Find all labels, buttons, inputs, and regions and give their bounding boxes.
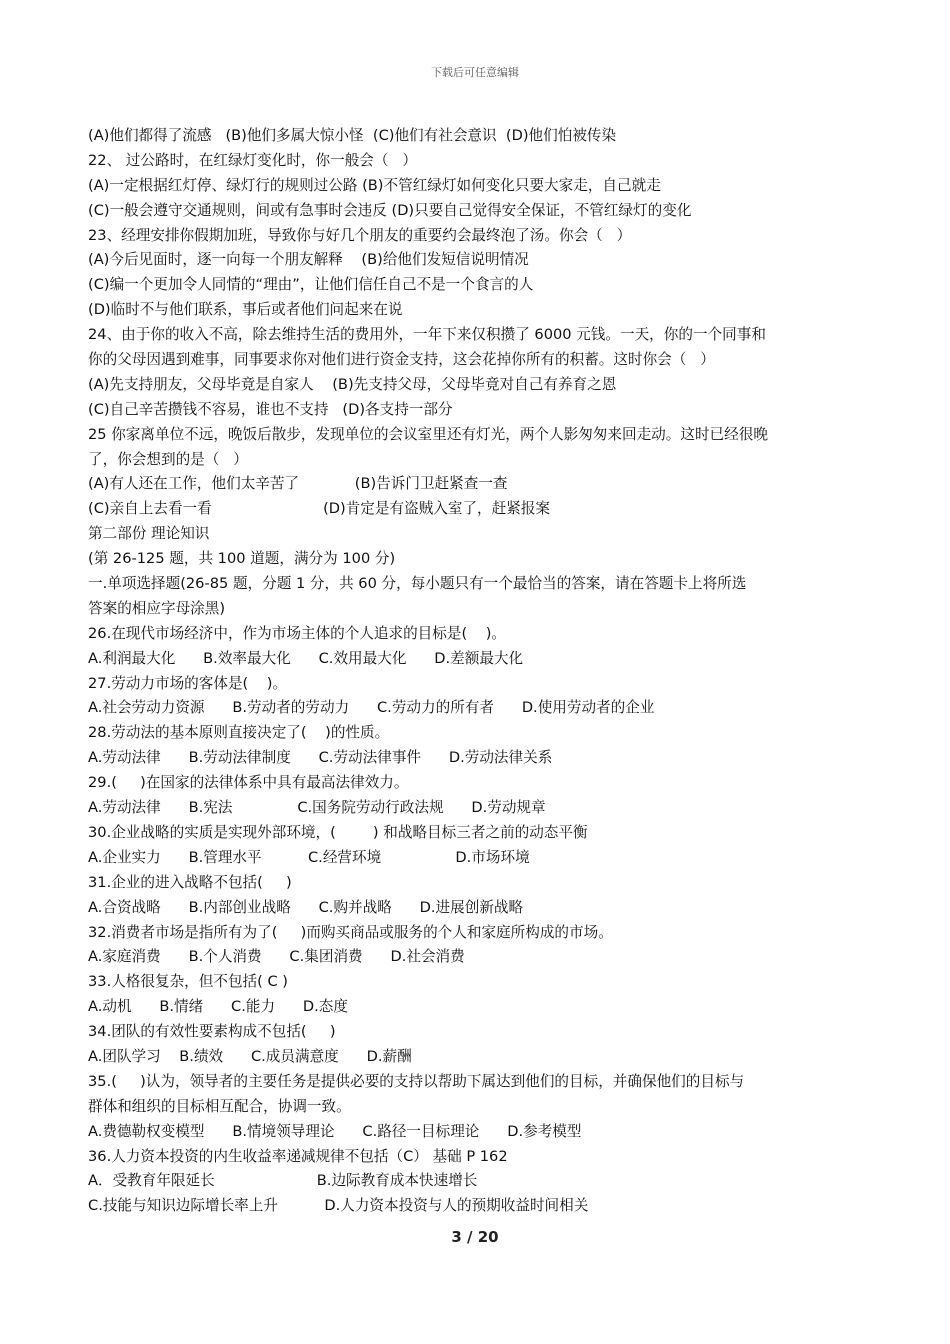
- text-line: 29.( )在国家的法律体系中具有最高法律效力。: [88, 774, 409, 792]
- text-line: 答案的相应字母涂黑): [88, 599, 226, 617]
- text-line: 35.( )认为，领导者的主要任务是提供必要的支持以帮助下属达到他们的目标，并确保他们的目标与: [88, 1072, 745, 1090]
- text-line: A.费德勒权变模型 B.情境领导理论 C.路径一目标理论 D.参考模型: [88, 1122, 582, 1140]
- text-line: C.技能与知识边际增长率上升 D.人力资本投资与人的预期收益时间相关: [88, 1197, 589, 1215]
- text-line: A．受教育年限延长 B.边际教育成本快速增长: [88, 1172, 478, 1190]
- text-line: 34.团队的有效性要素构成不包括( ): [88, 1023, 336, 1041]
- text-line: 第二部份 理论知识: [88, 525, 210, 543]
- text-line: (A)有人还在工作，他们太辛苦了 (B)告诉门卫赶紧查一查: [88, 475, 508, 493]
- text-line: A.家庭消费 B.个人消费 C.集团消费 D.社会消费: [88, 948, 465, 966]
- text-line: A.劳动法律 B.宪法 C.国务院劳动行政法规 D.劳动规章: [88, 799, 546, 817]
- text-line: 36.人力资本投资的内生收益率递减规律不包括（C） 基础 P 162: [88, 1147, 508, 1165]
- text-line: A.企业实力 B.管理水平 C.经营环境 D.市场环境: [88, 848, 530, 866]
- text-line: A.社会劳动力资源 B.劳动者的劳动力 C.劳动力的所有者 D.使用劳动者的企业: [88, 699, 655, 717]
- text-line: 22、 过公路时，在红绿灯变化时，你一般会（ ）: [88, 151, 418, 169]
- text-line: 30.企业战略的实质是实现外部环境，( ) 和战略目标三者之前的动态平衡: [88, 823, 588, 841]
- text-line: 31.企业的进入战略不包括( ): [88, 873, 292, 891]
- text-line: A.劳动法律 B.劳动法律制度 C.劳动法律事件 D.劳动法律关系: [88, 749, 553, 767]
- text-line: (A)今后见面时，逐一向每一个朋友解释 (B)给他们发短信说明情况: [88, 251, 529, 269]
- document-body: [88, 124, 878, 1219]
- page-number: 3 / 20: [451, 1228, 499, 1246]
- text-line: A.合资战略 B.内部创业战略 C.购并战略 D.进展创新战略: [88, 898, 524, 916]
- text-line: 25 你家离单位不远，晚饭后散步，发现单位的会议室里还有灯光，两个人影匆匆来回走动。这时已经很晚: [88, 425, 768, 443]
- text-line: (C)自己辛苦攒钱不容易，谁也不支持 (D)各支持一部分: [88, 400, 453, 418]
- text-line: 33.人格很复杂，但不包括( C ): [88, 973, 289, 991]
- text-line: 一.单项选择题(26-85 题，分题 1 分，共 60 分，每小题只有一个最恰当的答案，请在答题卡上将所选: [88, 575, 747, 593]
- text-line: (A)一定根据红灯停、绿灯行的规则过公路 (B)不管红绿灯如何变化只要大家走，自己就走: [88, 176, 661, 194]
- text-line: (C)编一个更加令人同情的“理由”，让他们信任自己不是一个食言的人: [88, 276, 534, 294]
- text-line: 23、经理安排你假期加班，导致你与好几个朋友的重要约会最终泡了汤。你会（ ）: [88, 226, 632, 244]
- text-line: (A)先支持朋友，父母毕竟是自家人 (B)先支持父母，父母毕竟对自己有养育之恩: [88, 375, 617, 393]
- text-line: (D)临时不与他们联系，事后或者他们问起来在说: [88, 301, 403, 319]
- text-line: (第 26-125 题，共 100 道题，满分为 100 分): [88, 550, 396, 568]
- text-line: A.利润最大化 B.效率最大化 C.效用最大化 D.差额最大化: [88, 649, 524, 667]
- text-line: A.动机 B.情绪 C.能力 D.态度: [88, 998, 348, 1016]
- text-line: 了，你会想到的是（ ）: [88, 450, 248, 468]
- text-line: 你的父母因遇到难事，同事要求你对他们进行资金支持，这会花掉你所有的积蓄。这时你会（ ）: [88, 351, 715, 369]
- text-line: (A)他们都得了流感 (B)他们多属大惊小怪 (C)他们有社会意识 (D)他们怕被传染: [88, 127, 617, 144]
- text-line: 28.劳动法的基本原则直接决定了( )的性质。: [88, 724, 390, 742]
- text-line: A.团队学习 B.绩效 C.成员满意度 D.薪酬: [88, 1047, 412, 1065]
- text-line: 26.在现代市场经济中，作为市场主体的个人追求的目标是( )。: [88, 624, 506, 642]
- text-line: (C)一般会遵守交通规则，间或有急事时会违反 (D)只要自己觉得安全保证，不管红绿灯的变化: [88, 201, 692, 219]
- text-line: 32.消费者市场是指所有为了( )而购买商品或服务的个人和家庭所构成的市场。: [88, 923, 613, 941]
- text-line: 24、由于你的收入不高，除去维持生活的费用外，一年下来仅积攒了 6000 元钱。一天，你的一个同事和: [88, 326, 766, 344]
- text-line: 27.劳动力市场的客体是( )。: [88, 674, 288, 692]
- page-header: 下载后可任意编辑: [431, 66, 519, 79]
- text-line: (C)亲自上去看一看 (D)肯定是有盗贼入室了，赶紧报案: [88, 500, 551, 518]
- text-line: 群体和组织的目标相互配合，协调一致。: [88, 1097, 351, 1115]
